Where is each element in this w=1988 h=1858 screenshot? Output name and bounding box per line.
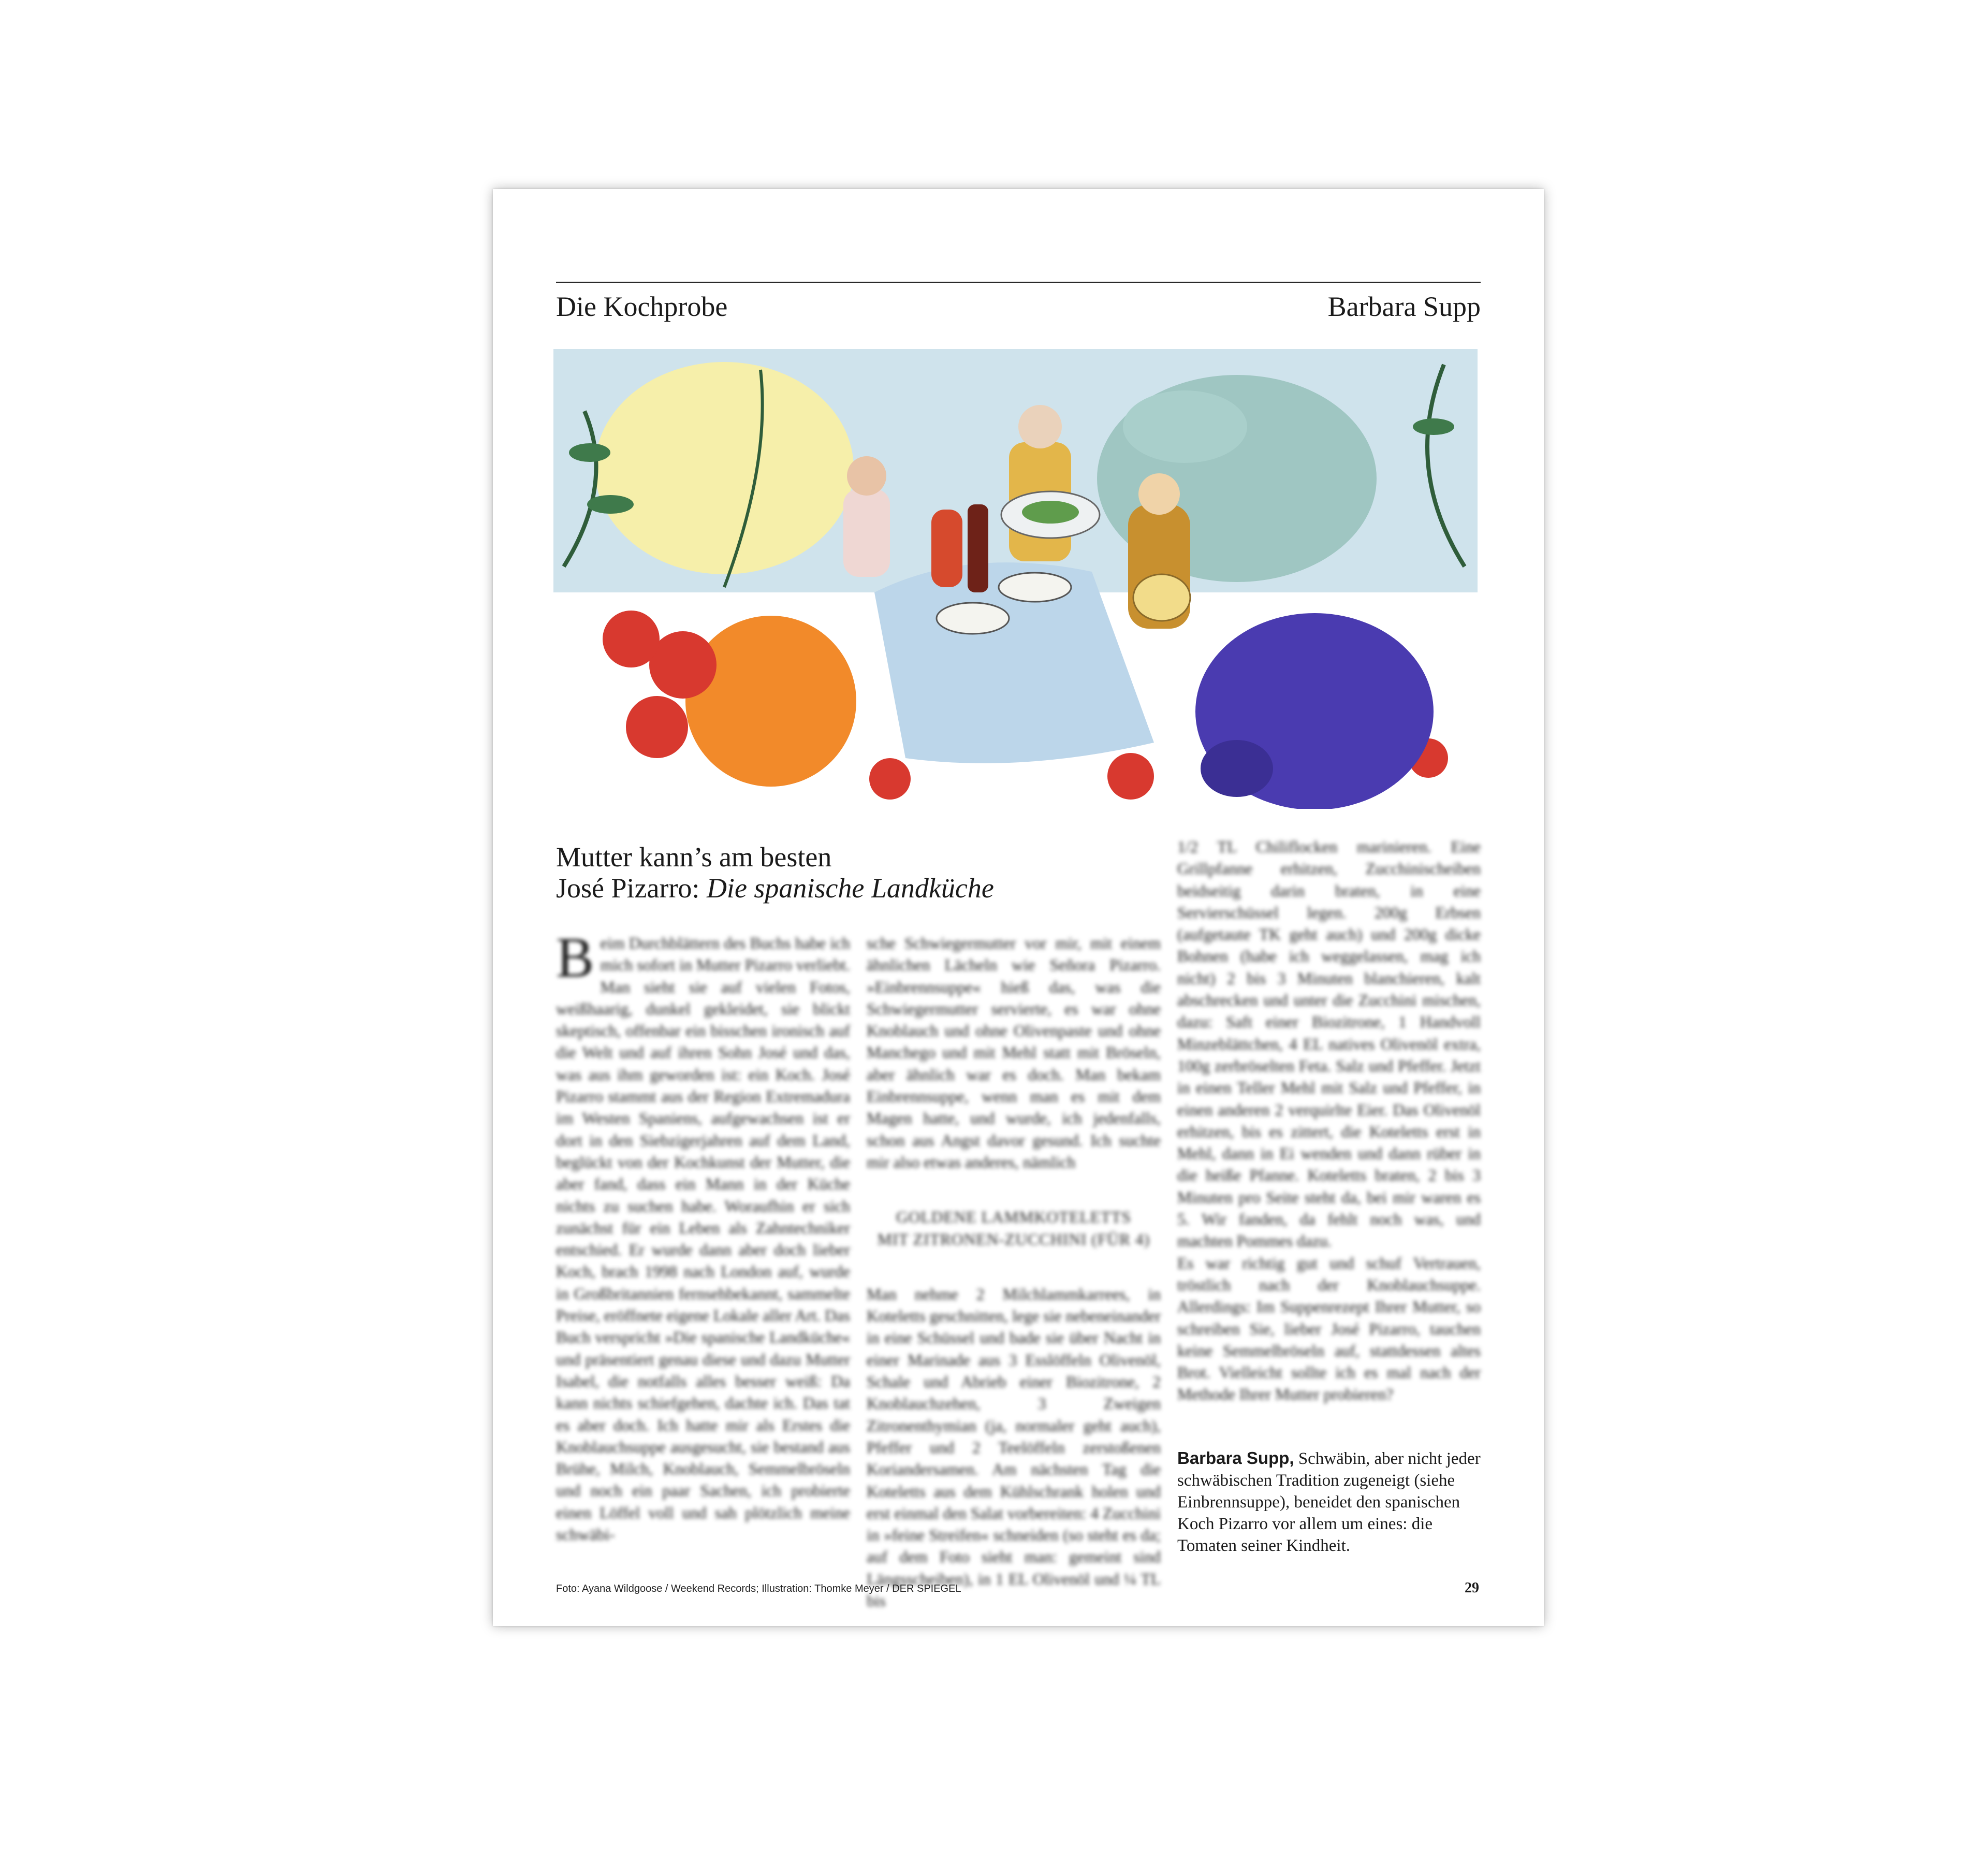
bio-name: Barbara Supp, [1177,1448,1294,1468]
column-2-text-a: sche Schwiegermutter vor mir, mit einem ähnlichen Lächeln wie Señora Pizarro. »Einbrennsuppe« hieß das, was die Schwiegermutter servierte, es war ohne Knoblauch und ohne Olivenpaste und ohne Manchego und mit Mehl statt mit Bröseln, aber ähnlich war es doch. Man bekam Einbrennsuppe, wenn man es mit dem Magen hatte, und wurde, ich jedenfalls, schon aus Angst davor gesund. Ich suchte mir also etwas anderes, nämlich [867,934,1161,1171]
article-column-1 [556,926,850,1546]
recipe-title [867,1207,1161,1251]
column-3-text-a: 1/2 TL Chiliflocken marinieren. Eine Grillpfanne erhitzen, Zucchinischeiben beidseitig darin braten, in eine Servierschüssel legen. 200g Erbsen (aufgetaute TK geht auch) und 200g dicke Bohnen (habe ich weggelassen, mag ich nicht) 2 bis 3 Minuten blanchieren, kalt abschrecken und unter die Zucchini mischen, dazu: Saft einer Biozitrone, 1 Handvoll Minzeblättchen, 4 EL natives Olivenöl extra, 100g zerbröselten Feta. Salz und Pfeffer. Jetzt in einen Teller Mehl mit Salz und Pfeffer, in einen anderen 2 verquirlte Eier. Das Olivenöl erhitzen, bis es zittert, die Koteletts erst in Mehl, dann in Ei wenden und dann rüber in die heiße Pfanne. Koteletts braten, 2 bis 3 Minuten pro Seite steht da, bei mir waren es 5. Wir fanden, da fehlt noch was, und machten Pommes dazu. [1177,838,1481,1251]
recipe-title-line-1: GOLDENE LAMMKOTELETTS [896,1208,1132,1227]
table-feast-illustration [553,349,1478,809]
column-3-text-b: Es war richtig gut und schuf Vertrauen, tröstlich nach der Knoblauchsuppe. Allerdings: Im Suppenrezept Ihrer Mutter, so schreiben Sie, lieber José Pizarro, tauchen keine Semmelbröseln auf, stattdessen altes Brot. Vielleicht sollte ich es mal nach der Methode Ihrer Mutter probieren? [1177,1254,1481,1404]
illustration [553,349,1478,809]
article-column-3 [1177,836,1481,1406]
lemon-shape [595,362,854,574]
book-author: José Pizarro: [556,873,707,904]
header-rule [556,282,1481,283]
orange-shape [685,616,856,787]
magazine-page [493,189,1544,1626]
article-column-2 [867,933,1161,1612]
article-headline [556,841,1151,904]
column-2-text-b: Man nehme 2 Milchlammkarrees, in Koteletts geschnitten, lege sie nebeneinander in eine Schüssel und bade sie über Nacht in einer Marinade aus 3 Esslöffeln Olivenöl, Schale und Abrieb einer Biozitrone, 2 Knoblauchzehen, 3 Zweigen Zitronenthymian (ja, normaler geht auch), Pfeffer und 2 Teelöffeln zerstoßenen Koriandersamen. Am nächsten Tag die Koteletts aus dem Kühlschrank holen und erst einmal den Salat vorbereiten: 4 Zucchini in »feine Streifen« schneiden (so steht es da; auf dem Foto sieht man: gemeint sind Längsscheiben), in 1 EL Olivenöl und ¼ TL bis [867,1285,1161,1610]
page-number: 29 [1465,1580,1479,1596]
photo-credit: Foto: Ayana Wildgoose / Weekend Records; Illustration: Thomke Meyer / DER SPIEGEL [556,1583,961,1594]
headline-line-2 [556,873,1151,904]
section-title: Die Kochprobe [556,291,728,322]
author-name: Barbara Supp [1327,291,1481,322]
column-1-text: eim Durchblättern des Buchs habe ich mich sofort in Mutter Pizarro verliebt. Man sieht sie auf vielen Fotos, weißhaarig, dunkel gekleidet, sie blickt skeptisch, offenbar ein bisschen ironisch auf die Welt und auf ihren Sohn José und das, was aus ihm geworden ist: ein Koch. José Pizarro stammt aus der Region Extremadura im Westen Spaniens, aufgewachsen ist er dort in den Siebzigerjahren auf dem Land, beglückt von der Kochkunst der Mutter, die aber fand, dass ein Mann in der Küche nichts zu suchen habe. Woraufhin er sich zunächst für ein Leben als Zahntechniker entschied. Er wurde dann aber doch lieber Koch, brach 1998 nach London auf, wurde in Großbritannien fernsehbekannt, sammelte Preise, eröffnete eigene Lokale aller Art. Das Buch verspricht »Die spanische Landküche« und präsentiert genau diese und dazu Mutter Isabel, die notfalls alles besser weiß: Da kann nichts schiefgehen, dachte ich. Das tat es aber doch. Ich hatte mir als Erstes die Knoblauchsuppe ausgesucht, sie bestand aus Brühe, Milch, Knoblauch, Semmelbröseln und noch ein paar Sachen, ich probierte einen Löffel voll und sah plötzlich meine schwäbi- [556,934,850,1544]
author-bio [1177,1447,1481,1557]
bio-text: Schwäbin, aber nicht jeder schwäbischen Tradition zugeneigt (siehe Einbrennsuppe), beneidet den spanischen Koch Pizarro vor allem um eines: die Tomaten seiner Kindheit. [1177,1449,1481,1555]
book-title: Die spanische Landküche [706,873,994,904]
drop-cap: B [556,926,594,989]
headline-line-1: Mutter kann’s am besten [556,841,832,873]
recipe-title-line-2: MIT ZITRONEN-ZUCCHINI (FÜR 4) [877,1230,1150,1249]
